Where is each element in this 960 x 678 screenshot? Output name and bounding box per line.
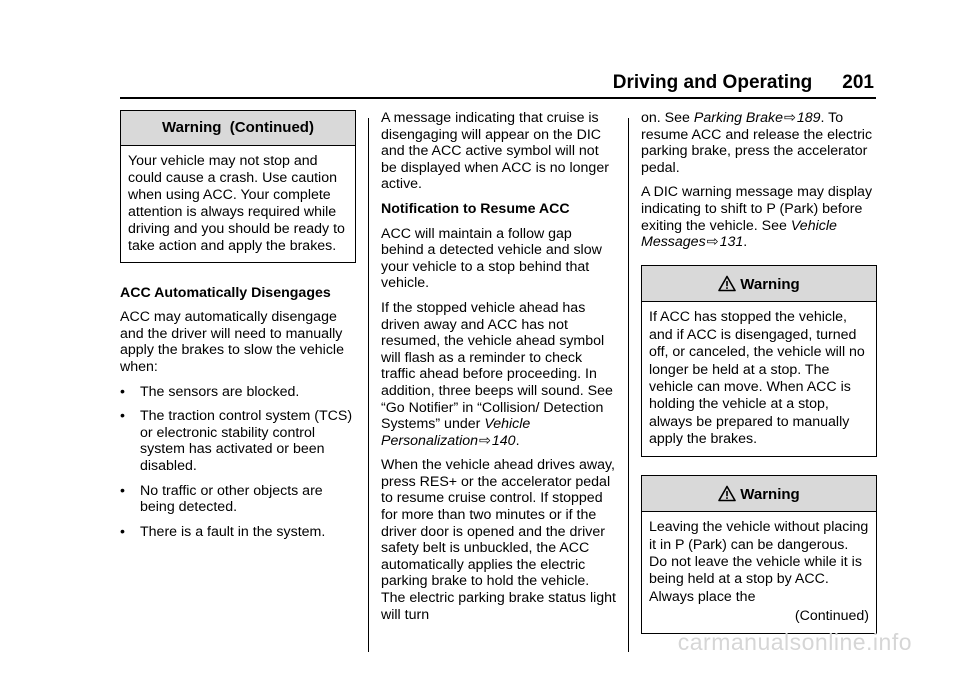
warning-box [641, 475, 877, 634]
paragraph: ACC will maintain a follow gap behind a detected vehicle and slow your vehicle to a stop behind that vehicle. [381, 225, 602, 292]
paragraph: A message indicating that cruise is disengaging will appear on the DIC and the ACC active symbol will not be displayed when ACC is no longer active. [381, 110, 609, 193]
warning-box [641, 265, 877, 457]
cross-reference-link[interactable]: Parking Brake [693, 110, 783, 126]
warning-box-continued [120, 110, 356, 263]
header-rule [120, 97, 876, 99]
bullet: • [120, 408, 125, 425]
list-item: • There is a fault in the system. [120, 523, 326, 540]
column-divider [628, 118, 629, 652]
warning-title: Warning [740, 275, 800, 293]
column-divider [368, 118, 369, 652]
section-heading: Notification to Resume ACC [381, 200, 570, 217]
continued-label: (Continued) [794, 608, 869, 625]
warning-header [642, 476, 876, 513]
section-heading: ACC Automatically Disengages [120, 284, 331, 301]
page-ref-number[interactable]: 140 [491, 432, 516, 449]
warning-title: Warning [740, 485, 800, 503]
page-ref-number[interactable]: 189 [796, 110, 821, 126]
paragraph: ACC may automatically disengage and the driver will need to manually apply the brakes to slow the vehicle when: [120, 309, 344, 375]
section-title: Driving and Operating [612, 72, 813, 93]
page-ref-arrow-icon: ⇨ [479, 432, 491, 449]
cross-reference-link[interactable]: Vehicle Messages [641, 217, 837, 251]
paragraph: on. See Parking Brake⇨189. To resume ACC and release the electric parking brake, press the accelerator pedal. [641, 110, 873, 176]
list-item: • No traffic or other objects are being detected. [120, 482, 323, 516]
list-item: • The traction control system (TCS) or electronic stability control system has activated or been disabled. [120, 408, 353, 474]
page-ref-number[interactable]: 131 [719, 234, 744, 251]
page-header [613, 72, 874, 94]
paragraph: If the stopped vehicle ahead has driven away and ACC has not resumed, the vehicle ahead symbol will flash as a reminder to check traffic ahead before proceeding. In addition, three beeps will sound. See “Go Notifier” in “Collision/ Detection Systems” under Vehicle Personalization⇨140. [381, 299, 613, 449]
watermark: carmanualsonline.info [677, 629, 912, 655]
paragraph: When the vehicle ahead drives away, press RES+ or the accelerator pedal to resume cruise control. If stopped for more than two minutes or if the driver door is opened and the driver safety belt is unbuckled, the ACC automatically applies the electric parking brake to hold the vehicle. The electric parking brake status light will turn [381, 457, 616, 623]
page-number: 201 [842, 72, 874, 93]
warning-title: Warning (Continued) [121, 111, 355, 146]
warning-body: If ACC has stopped the vehicle, and if ACC is disengaged, turned off, or canceled, the vehicle will no longer be held at a stop. The vehicle can move. When ACC is holding the vehicle at a stop, always be prepared to manually apply the brakes. [649, 309, 865, 448]
column-2 [381, 110, 617, 631]
warning-triangle-icon [718, 275, 736, 292]
cross-reference-link[interactable]: Vehicle Personalization [381, 416, 531, 449]
column-3 [641, 110, 877, 650]
warning-header [642, 266, 876, 303]
list-item: • The sensors are blocked. [120, 383, 300, 400]
bullet: • [120, 523, 125, 540]
warning-triangle-icon [718, 485, 736, 502]
warning-body: Leaving the vehicle without placing it in P (Park) can be dangerous. Do not leave the vehicle while it is being held at a stop by ACC. Always place the [649, 519, 869, 605]
column-1 [120, 110, 356, 548]
bullet: • [120, 383, 125, 400]
page-ref-arrow-icon: ⇨ [783, 110, 796, 126]
bullet: • [120, 482, 125, 499]
warning-body: Your vehicle may not stop and could cause a crash. Use caution when using ACC. Your complete attention is always required while driving and you should be ready to take action and apply the brakes. [128, 152, 345, 254]
page-ref-arrow-icon: ⇨ [706, 234, 719, 251]
paragraph: A DIC warning message may display indicating to shift to P (Park) before exiting the vehicle. See Vehicle Messages⇨131. [641, 184, 873, 251]
